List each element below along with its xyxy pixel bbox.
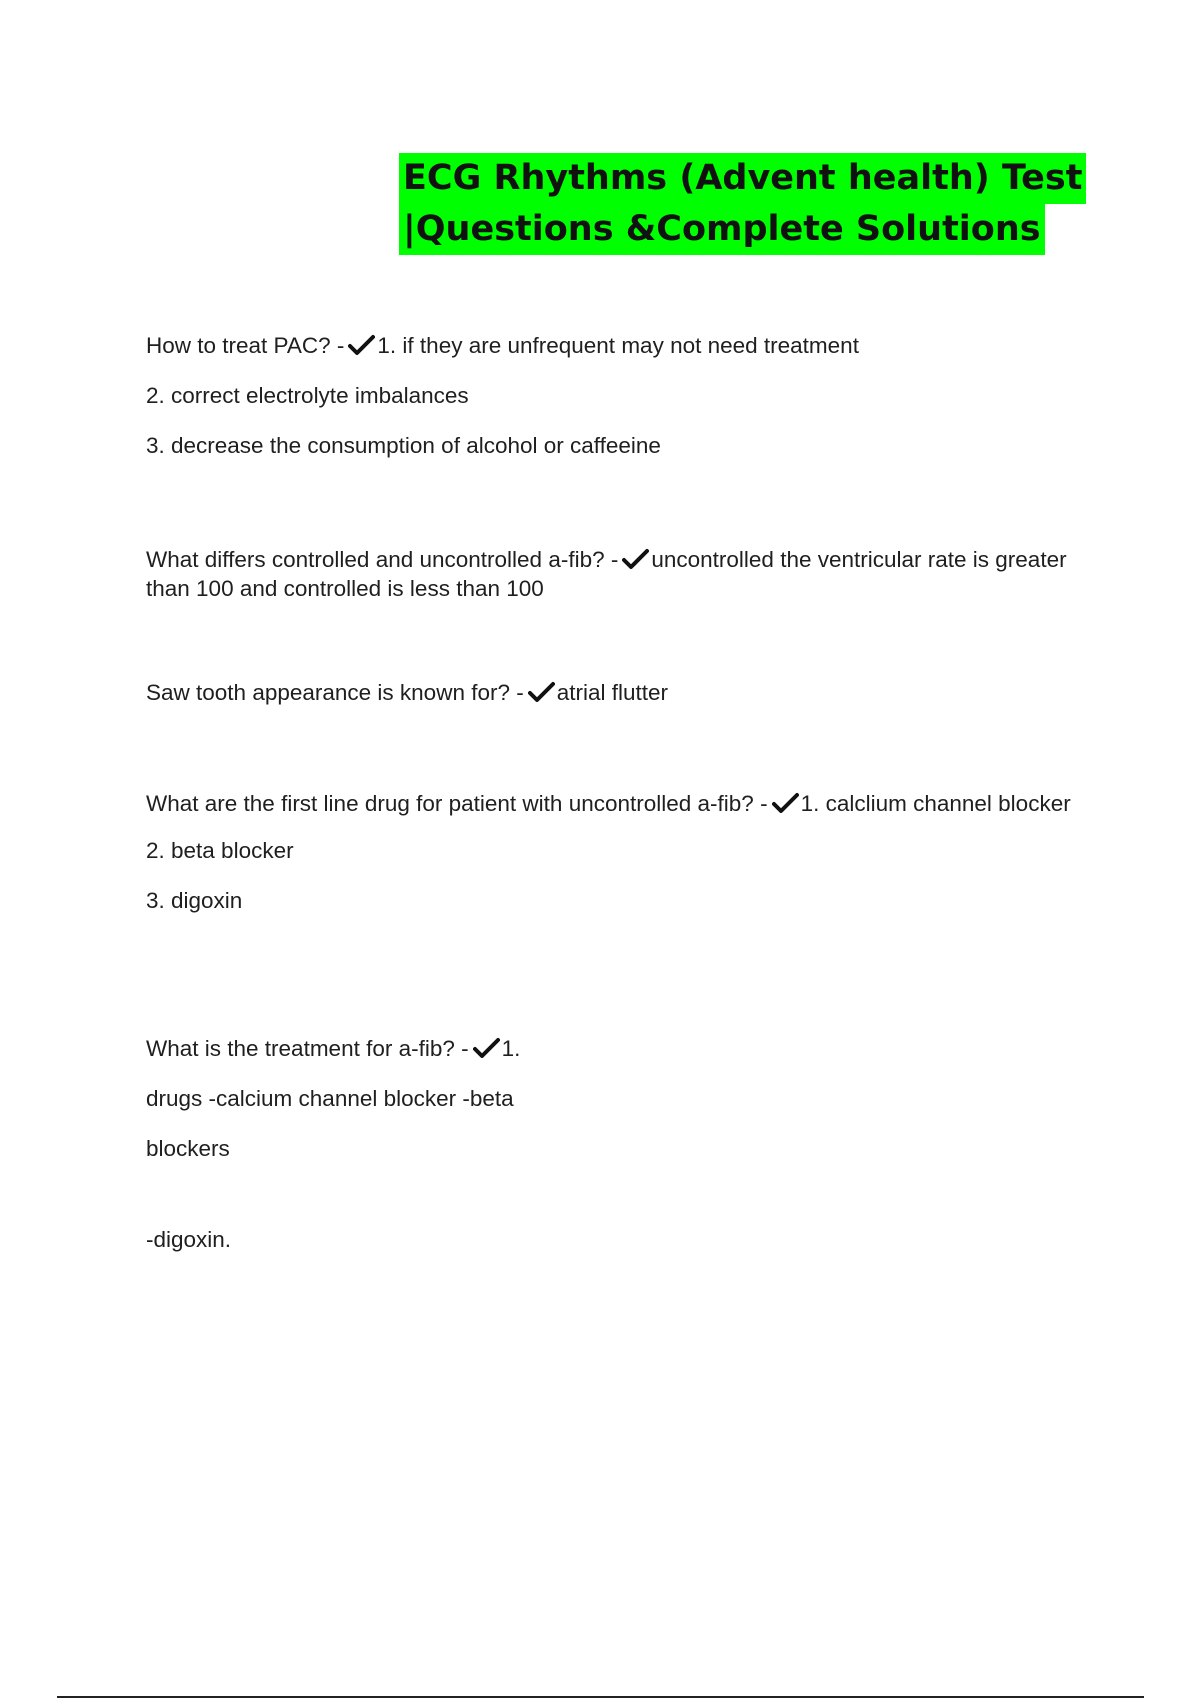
answer-continuation: -digoxin. [146, 1227, 232, 1252]
qa-question-line [146, 789, 1086, 818]
qa-item-afib-treatment [146, 1034, 1086, 1254]
qa-question-line [146, 545, 1086, 603]
question-text: What is the treatment for a-fib? - [146, 1036, 469, 1061]
check-mark-icon [473, 1037, 500, 1059]
answer-continuation: 2. beta blocker [146, 838, 294, 863]
title-line-2: |Questions &Complete Solutions [399, 204, 1045, 255]
answer-continuation: blockers [146, 1136, 230, 1161]
question-text: What are the first line drug for patient with uncontrolled a-fib? - [146, 791, 768, 816]
title-line-1: ECG Rhythms (Advent health) Test [399, 153, 1086, 204]
question-text: Saw tooth appearance is known for? - [146, 680, 524, 705]
question-text: What differs controlled and uncontrolled a-fib? - [146, 547, 619, 572]
qa-item-saw-tooth [146, 678, 1086, 707]
answer-continuation: drugs -calcium channel blocker -beta [146, 1086, 514, 1111]
question-text: How to treat PAC? - [146, 333, 345, 358]
qa-item-afib-control [146, 545, 1086, 603]
answer-text: 1. calclium channel blocker [800, 791, 1071, 816]
footer-divider [57, 1696, 1144, 1698]
check-mark-icon [772, 792, 799, 814]
document-title [399, 153, 1083, 255]
check-mark-icon [622, 548, 649, 570]
check-mark-icon [348, 334, 375, 356]
qa-item-first-line-drug [146, 789, 1086, 915]
answer-text: 1. [501, 1036, 521, 1061]
answer-continuation: 3. digoxin [146, 888, 243, 913]
answer-text: atrial flutter [556, 680, 669, 705]
answer-text: uncontrolled the ventricular rate is greater than 100 and controlled is less than 100 [146, 547, 1067, 601]
qa-question-line [146, 678, 1086, 707]
qa-question-line [146, 1034, 1086, 1063]
check-mark-icon [528, 681, 555, 703]
answer-continuation: 2. correct electrolyte imbalances [146, 383, 469, 408]
qa-question-line [146, 331, 1086, 360]
answer-text: 1. if they are unfrequent may not need treatment [377, 333, 859, 358]
answer-continuation: 3. decrease the consumption of alcohol or caffeeine [146, 433, 661, 458]
qa-item-pac [146, 331, 1086, 460]
